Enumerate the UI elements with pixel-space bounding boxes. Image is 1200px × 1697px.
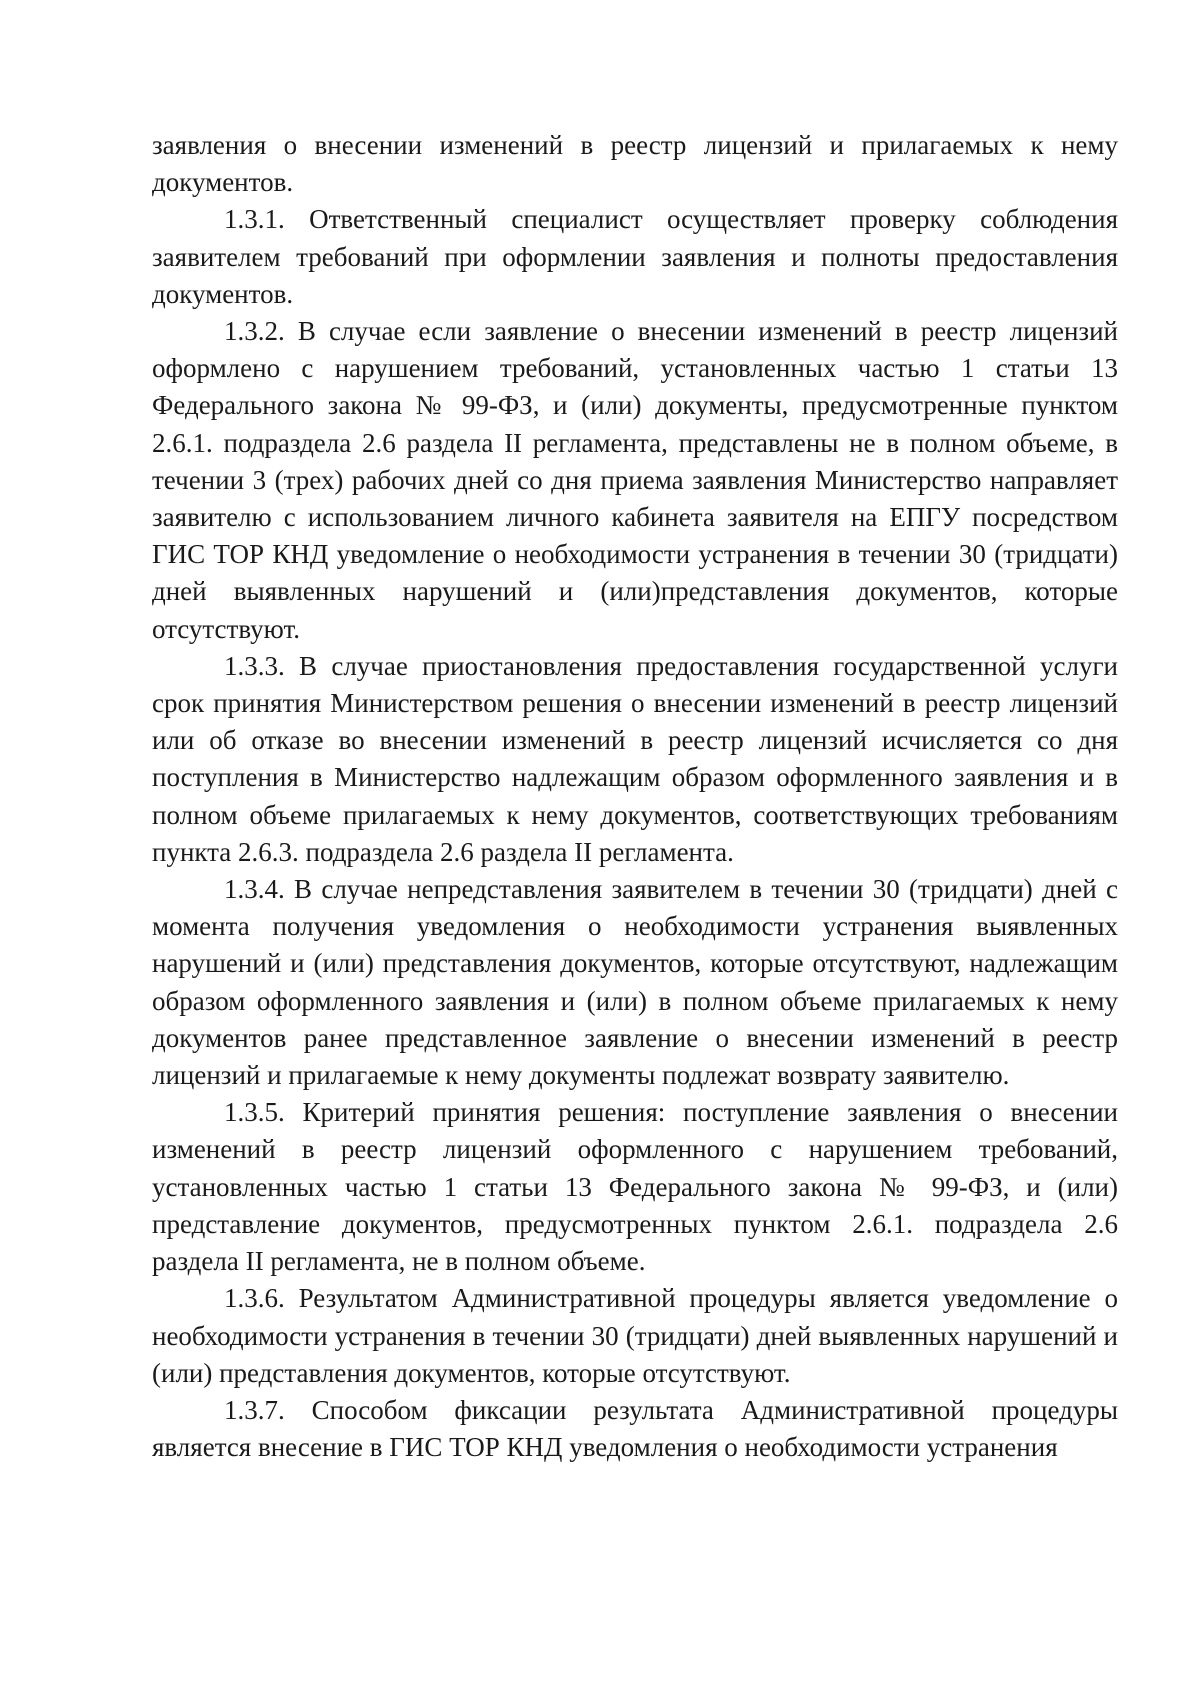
paragraph-1-3-1: 1.3.1. Ответственный специалист осуществляет проверку соблюдения заявителем требований при оформлении заявления и полноты предоставления документов.: [152, 204, 1118, 309]
paragraph-1-3-7: 1.3.7. Способом фиксации результата Административной процедуры является внесение в ГИС ТОР КНД уведомления о необходимости устранения: [152, 1394, 1118, 1463]
document-body: [152, 127, 1118, 1466]
paragraph-1-3-6: 1.3.6. Результатом Административной процедуры является уведомление о необходимости устранения в течении 30 (тридцати) дней выявленных нарушений и (или) представления документов, которые отсутствуют.: [152, 1283, 1118, 1388]
paragraph-1-3-3: 1.3.3. В случае приостановления предоставления государственной услуги срок принятия Министерством решения о внесении изменений в реестр лицензий или об отказе во внесении изменений в реестр лицензий исчисляется со дня поступления в Министерство надлежащим образом оформленного заявления и в полном объеме прилагаемых к нему документов, соответствующих требованиям пункта 2.6.3. подраздела 2.6 раздела II регламента.: [152, 650, 1118, 867]
paragraph-1-3-5: 1.3.5. Критерий принятия решения: поступление заявления о внесении изменений в реестр лицензий оформленного с нарушением требований, установленных частью 1 статьи 13 Федерального закона № 99-ФЗ, и (или) представление документов, предусмотренных пунктом 2.6.1. подраздела 2.6 раздела II регламента, не в полном объеме.: [152, 1097, 1118, 1277]
paragraph-1-3-2: 1.3.2. В случае если заявление о внесении изменений в реестр лицензий оформлено с нарушением требований, установленных частью 1 статьи 13 Федерального закона № 99-ФЗ, и (или) документы, предусмотренные пунктом 2.6.1. подраздела 2.6 раздела II регламента, представлены не в полном объеме, в течении 3 (трех) рабочих дней со дня приема заявления Министерство направляет заявителю с использованием личного кабинета заявителя на ЕПГУ посредством ГИС ТОР КНД уведомление о необходимости устранения в течении 30 (тридцати) дней выявленных нарушений и (или)представления документов, которые отсутствуют.: [152, 316, 1118, 644]
paragraph-1-3-4: 1.3.4. В случае непредставления заявителем в течении 30 (тридцати) дней с момента получения уведомления о необходимости устранения выявленных нарушений и (или) представления документов, которые отсутствуют, надлежащим образом оформленного заявления и (или) в полном объеме прилагаемых к нему документов ранее представленное заявление о внесении изменений в реестр лицензий и прилагаемые к нему документы подлежат возврату заявителю.: [152, 874, 1118, 1091]
paragraph-continuation: заявления о внесении изменений в реестр лицензий и прилагаемых к нему документов.: [152, 130, 1118, 198]
